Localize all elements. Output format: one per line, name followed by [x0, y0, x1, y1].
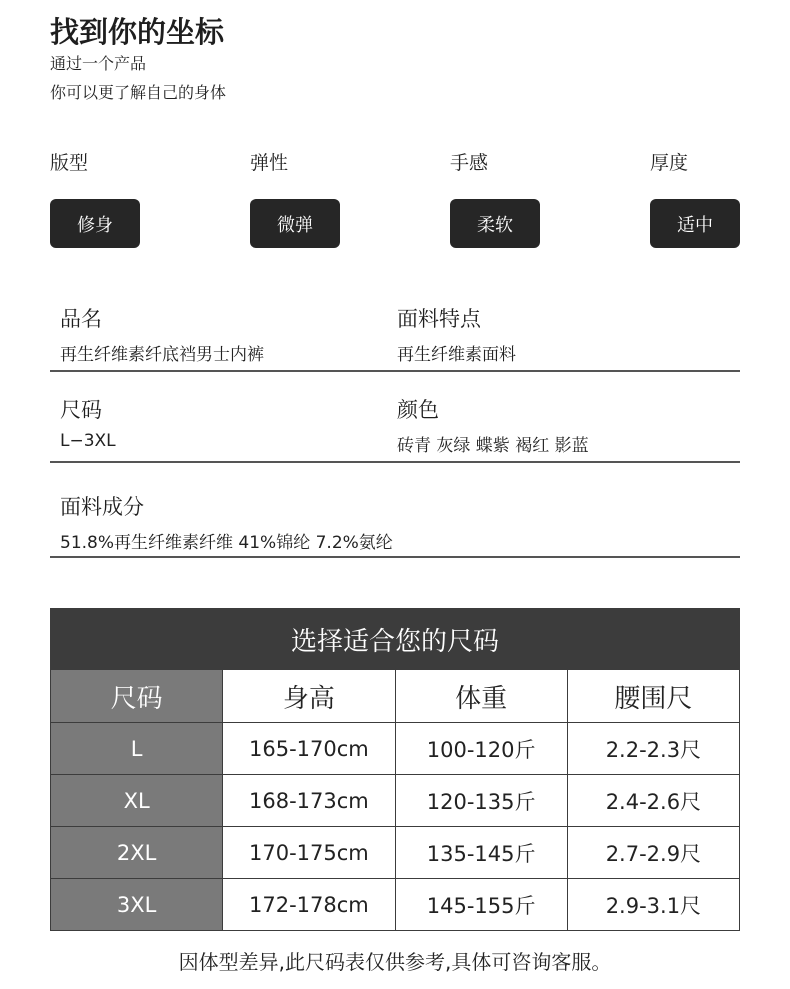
table-cell: 2XL [51, 827, 223, 879]
table-cell: XL [51, 775, 223, 827]
table-row [51, 879, 740, 931]
column-header: 腰围尺 [567, 670, 739, 723]
color-value: 砖青 灰绿 蝶紫 褐红 影蓝 [397, 436, 589, 456]
table-cell: 2.7-2.9尺 [567, 827, 739, 879]
table-cell: 145-155斤 [395, 879, 567, 931]
attribute-value-badge: 微弹 [250, 199, 340, 248]
table-cell: 120-135斤 [395, 775, 567, 827]
column-header: 体重 [395, 670, 567, 723]
size-chart-table [50, 608, 740, 931]
size-value: L−3XL [60, 431, 116, 451]
attribute-fit [50, 148, 180, 236]
composition-value: 51.8%再生纤维素纤维 41%锦纶 7.2%氨纶 [60, 533, 393, 553]
page-title: 找到你的坐标 [50, 15, 225, 49]
fabric-feature-label: 面料特点 [397, 307, 481, 331]
fabric-feature-value: 再生纤维素面料 [397, 345, 516, 365]
column-header: 尺码 [51, 670, 223, 723]
attribute-label: 厚度 [650, 152, 689, 174]
attribute-label: 版型 [50, 152, 89, 174]
attribute-value-badge: 适中 [650, 199, 740, 248]
attribute-label: 弹性 [250, 152, 289, 174]
attribute-thickness [650, 148, 780, 236]
table-cell: 172-178cm [223, 879, 395, 931]
table-cell: 100-120斤 [395, 723, 567, 775]
size-label: 尺码 [60, 398, 102, 422]
table-cell: 170-175cm [223, 827, 395, 879]
attribute-value-badge: 修身 [50, 199, 140, 248]
attribute-feel [450, 148, 580, 236]
attribute-value-badge: 柔软 [450, 199, 540, 248]
column-header: 身高 [223, 670, 395, 723]
table-cell: 2.2-2.3尺 [567, 723, 739, 775]
size-chart-note: 因体型差异,此尺码表仅供参考,具体可咨询客服。 [178, 950, 612, 974]
subtitle-line-1: 通过一个产品 [50, 54, 147, 73]
table-header-row [51, 670, 740, 723]
table-cell: 135-145斤 [395, 827, 567, 879]
table-cell: 2.9-3.1尺 [567, 879, 739, 931]
product-name-label: 品名 [60, 307, 102, 331]
table-cell: 2.4-2.6尺 [567, 775, 739, 827]
table-row [51, 775, 740, 827]
size-chart-title: 选择适合您的尺码 [51, 609, 740, 670]
product-name-value: 再生纤维素纤底裆男士内裤 [60, 345, 264, 365]
divider [50, 556, 740, 558]
subtitle-line-2: 你可以更了解自己的身体 [50, 83, 227, 102]
composition-label: 面料成分 [60, 495, 144, 519]
table-row [51, 723, 740, 775]
divider [50, 461, 740, 463]
table-cell: 168-173cm [223, 775, 395, 827]
attribute-elasticity [250, 148, 380, 236]
table-cell: 165-170cm [223, 723, 395, 775]
table-cell: L [51, 723, 223, 775]
attribute-label: 手感 [450, 152, 489, 174]
table-row [51, 827, 740, 879]
divider [50, 370, 740, 372]
table-cell: 3XL [51, 879, 223, 931]
color-label: 颜色 [397, 398, 439, 422]
